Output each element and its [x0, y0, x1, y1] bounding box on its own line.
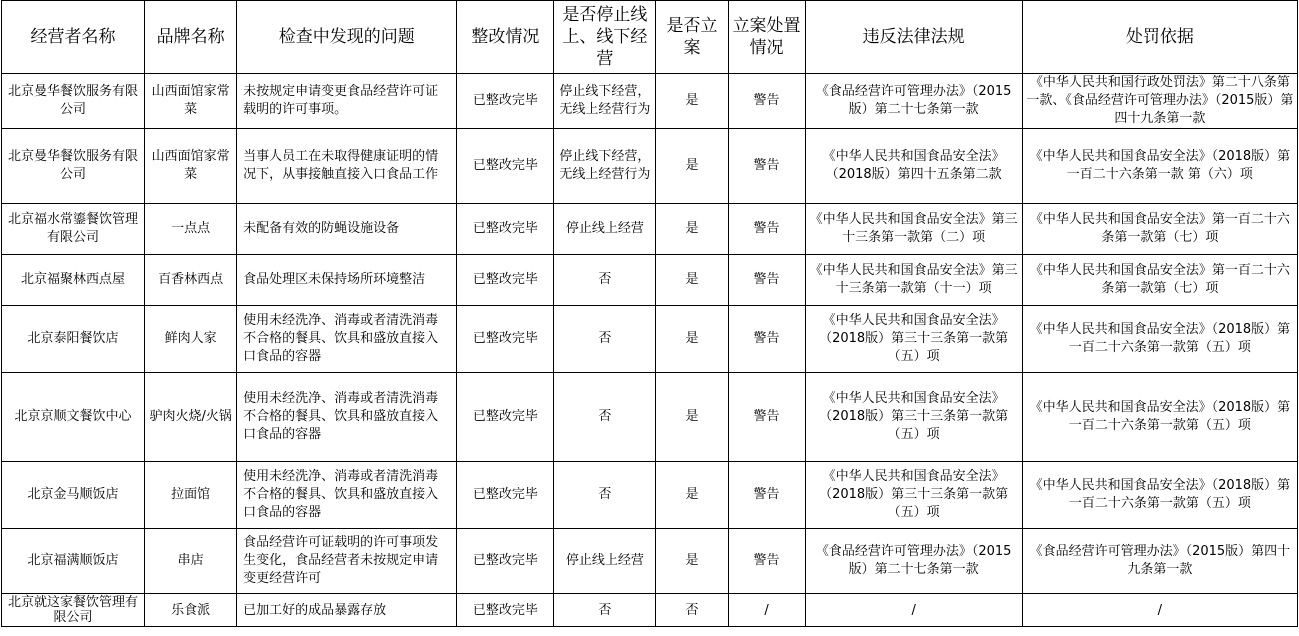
cell-operator: 北京福水常鎏餐饮管理有限公司 — [2, 204, 145, 255]
cell-law-violated: 《中华人民共和国食品安全法》第三十三条第一款第（十一）项 — [805, 255, 1022, 306]
header-filed: 是否立案 — [656, 1, 728, 74]
cell-case-handling: 警告 — [728, 306, 805, 373]
header-row — [2, 1, 1298, 74]
cell-filed: 否 — [656, 594, 728, 627]
cell-law-violated: / — [805, 594, 1022, 627]
table-row — [2, 204, 1298, 255]
cell-issue: 当事人员工在未取得健康证明的情况下，从事接触直接入口食品工作 — [237, 129, 457, 204]
table-row — [2, 306, 1298, 373]
table-row — [2, 529, 1298, 594]
cell-operator: 北京曼华餐饮服务有限公司 — [2, 129, 145, 204]
header-law-violated: 违反法律法规 — [805, 1, 1022, 74]
cell-case-handling: 警告 — [728, 74, 805, 129]
cell-brand: 鲜肉人家 — [145, 306, 237, 373]
cell-law-violated: 《中华人民共和国食品安全法》（2018版）第三十三条第一款第（五）项 — [805, 306, 1022, 373]
cell-penalty-basis: 《中华人民共和国食品安全法》（2018版）第一百二十六条第一款 第（六）项 — [1022, 129, 1297, 204]
cell-issue: 使用未经洗净、消毒或者清洗消毒不合格的餐具、饮具和盛放直接入口食品的容器 — [237, 306, 457, 373]
cell-issue: 已加工好的成品暴露存放 — [237, 594, 457, 627]
header-operator: 经营者名称 — [2, 1, 145, 74]
cell-penalty-basis: 《中华人民共和国食品安全法》（2018版）第一百二十六条第一款第（五）项 — [1022, 373, 1297, 462]
cell-brand: 串店 — [145, 529, 237, 594]
cell-brand: 驴肉火烧/火锅 — [145, 373, 237, 462]
cell-stop-online: 否 — [554, 373, 656, 462]
cell-stop-online: 否 — [554, 306, 656, 373]
header-penalty-basis: 处罚依据 — [1022, 1, 1297, 74]
cell-filed: 是 — [656, 129, 728, 204]
cell-law-violated: 《食品经营许可管理办法》（2015版）第二十七条第一款 — [805, 74, 1022, 129]
table-row — [2, 594, 1298, 627]
cell-rectification: 已整改完毕 — [457, 529, 554, 594]
cell-law-violated: 《中华人民共和国食品安全法》（2018版）第三十三条第一款第（五）项 — [805, 373, 1022, 462]
cell-filed: 是 — [656, 255, 728, 306]
cell-case-handling: 警告 — [728, 129, 805, 204]
header-case-handling: 立案处置情况 — [728, 1, 805, 74]
cell-filed: 是 — [656, 373, 728, 462]
cell-brand: 一点点 — [145, 204, 237, 255]
cell-law-violated: 《中华人民共和国食品安全法》（2018版）第四十五条第二款 — [805, 129, 1022, 204]
header-stop-online: 是否停止线上、线下经营 — [554, 1, 656, 74]
header-rectification: 整改情况 — [457, 1, 554, 74]
cell-operator: 北京金马顺饭店 — [2, 462, 145, 529]
cell-brand: 山西面馆家常菜 — [145, 74, 237, 129]
cell-rectification: 已整改完毕 — [457, 255, 554, 306]
cell-stop-online: 否 — [554, 255, 656, 306]
cell-operator: 北京就这家餐饮管理有限公司 — [2, 594, 145, 627]
cell-issue: 使用未经洗净、消毒或者清洗消毒不合格的餐具、饮具和盛放直接入口食品的容器 — [237, 373, 457, 462]
cell-penalty-basis: 《中华人民共和国食品安全法》（2018版）第一百二十六条第一款第（五）项 — [1022, 306, 1297, 373]
cell-operator: 北京福满顺饭店 — [2, 529, 145, 594]
cell-penalty-basis: 《中华人民共和国食品安全法》第一百二十六条第一款第（七）项 — [1022, 204, 1297, 255]
cell-filed: 是 — [656, 74, 728, 129]
cell-rectification: 已整改完毕 — [457, 462, 554, 529]
cell-case-handling: 警告 — [728, 255, 805, 306]
cell-law-violated: 《中华人民共和国食品安全法》第三十三条第一款第（二）项 — [805, 204, 1022, 255]
header-brand: 品牌名称 — [145, 1, 237, 74]
cell-case-handling: 警告 — [728, 529, 805, 594]
cell-penalty-basis: 《中华人民共和国行政处罚法》第二十八条第一款、《食品经营许可管理办法》（2015版）第四十九条第一款 — [1022, 74, 1297, 129]
cell-issue: 使用未经洗净、消毒或者清洗消毒不合格的餐具、饮具和盛放直接入口食品的容器 — [237, 462, 457, 529]
cell-penalty-basis: 《中华人民共和国食品安全法》（2018版）第一百二十六条第一款第（五）项 — [1022, 462, 1297, 529]
cell-stop-online: 停止线下经营，无线上经营行为 — [554, 74, 656, 129]
cell-issue: 食品经营许可证载明的许可事项发生变化，食品经营者未按规定申请变更经营许可 — [237, 529, 457, 594]
cell-brand: 百香林西点 — [145, 255, 237, 306]
cell-operator: 北京曼华餐饮服务有限公司 — [2, 74, 145, 129]
cell-issue: 未配备有效的防蝇设施设备 — [237, 204, 457, 255]
cell-operator: 北京福聚林西点屋 — [2, 255, 145, 306]
cell-rectification: 已整改完毕 — [457, 129, 554, 204]
cell-law-violated: 《食品经营许可管理办法》（2015版）第二十七条第一款 — [805, 529, 1022, 594]
cell-law-violated: 《中华人民共和国食品安全法》（2018版）第三十三条第一款第（五）项 — [805, 462, 1022, 529]
cell-filed: 是 — [656, 204, 728, 255]
cell-penalty-basis: / — [1022, 594, 1297, 627]
cell-filed: 是 — [656, 306, 728, 373]
cell-brand: 拉面馆 — [145, 462, 237, 529]
cell-rectification: 已整改完毕 — [457, 74, 554, 129]
cell-issue: 食品处理区未保持场所环境整洁 — [237, 255, 457, 306]
inspection-table — [1, 0, 1298, 627]
cell-stop-online: 否 — [554, 594, 656, 627]
cell-operator: 北京京顺文餐饮中心 — [2, 373, 145, 462]
table-row — [2, 462, 1298, 529]
cell-case-handling: 警告 — [728, 204, 805, 255]
cell-stop-online: 停止线下经营，无线上经营行为 — [554, 129, 656, 204]
cell-filed: 是 — [656, 462, 728, 529]
cell-rectification: 已整改完毕 — [457, 204, 554, 255]
table-row — [2, 255, 1298, 306]
cell-case-handling: / — [728, 594, 805, 627]
cell-penalty-basis: 《中华人民共和国食品安全法》第一百二十六条第一款第（七）项 — [1022, 255, 1297, 306]
cell-rectification: 已整改完毕 — [457, 373, 554, 462]
cell-rectification: 已整改完毕 — [457, 594, 554, 627]
cell-penalty-basis: 《食品经营许可管理办法》（2015版）第四十九条第一款 — [1022, 529, 1297, 594]
header-issue: 检查中发现的问题 — [237, 1, 457, 74]
cell-case-handling: 警告 — [728, 462, 805, 529]
cell-filed: 是 — [656, 529, 728, 594]
cell-stop-online: 停止线上经营 — [554, 529, 656, 594]
cell-case-handling: 警告 — [728, 373, 805, 462]
cell-brand: 乐食派 — [145, 594, 237, 627]
table-row — [2, 74, 1298, 129]
cell-stop-online: 否 — [554, 462, 656, 529]
cell-stop-online: 停止线上经营 — [554, 204, 656, 255]
cell-rectification: 已整改完毕 — [457, 306, 554, 373]
cell-brand: 山西面馆家常菜 — [145, 129, 237, 204]
table-row — [2, 373, 1298, 462]
cell-issue: 未按规定申请变更食品经营许可证载明的许可事项。 — [237, 74, 457, 129]
table-row — [2, 129, 1298, 204]
cell-operator: 北京泰阳餐饮店 — [2, 306, 145, 373]
